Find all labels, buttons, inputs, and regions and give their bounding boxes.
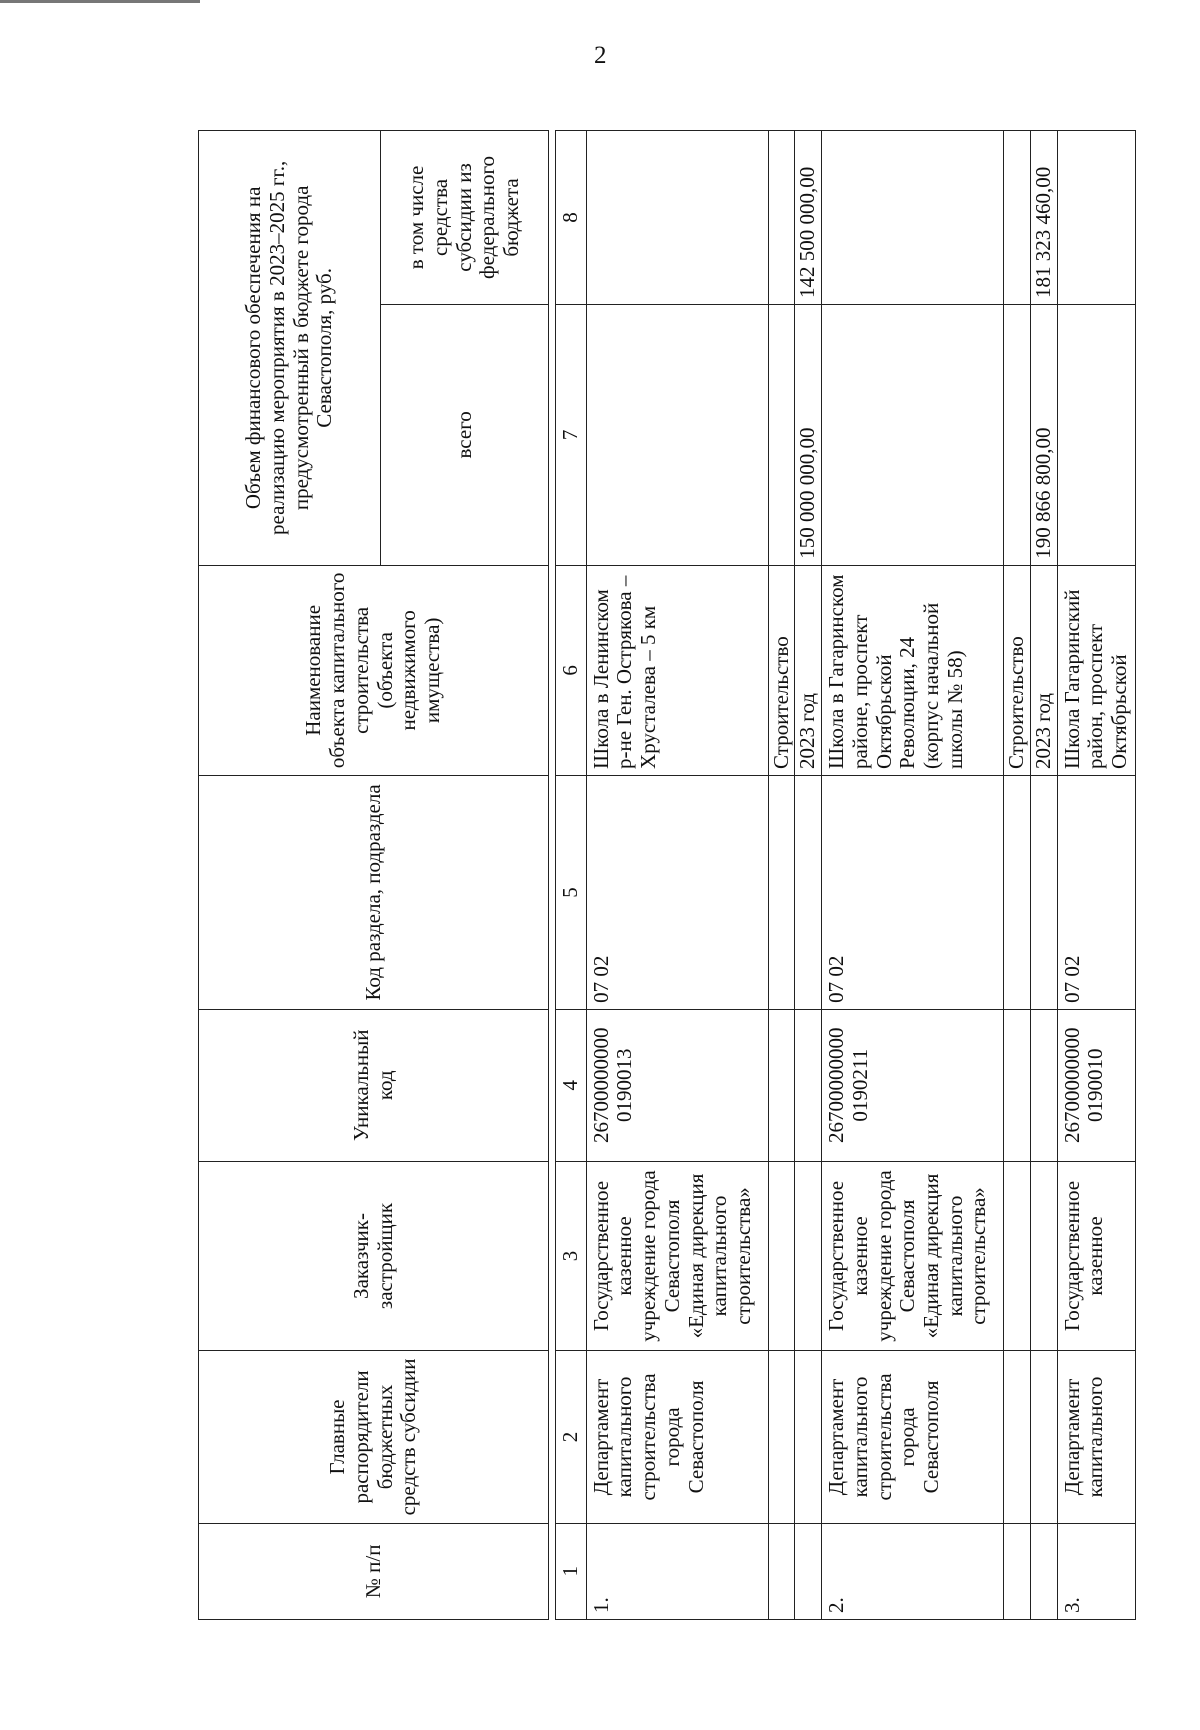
table-row [1057, 131, 1135, 1620]
header-row-1 [199, 131, 381, 1620]
separator-row [549, 131, 556, 1620]
funding-table [198, 130, 1136, 1620]
row-object-name: Школа в Гагаринском районе, проспект Октябрьской Революции, 24 (корпус начальной школы № 58) [822, 565, 1004, 775]
column-number: 7 [556, 304, 587, 565]
row-customer: Государственное казенное [1057, 1161, 1135, 1351]
row-total: 150 000 000,00 [795, 304, 822, 565]
table-row [822, 131, 1004, 1620]
row-manager: Департамент капитального строительства города Севастополя [822, 1351, 1004, 1523]
row-num: 1. [586, 1523, 768, 1619]
row-work-type: Строительство [1004, 565, 1031, 775]
row-total: 190 866 800,00 [1030, 304, 1057, 565]
column-number: 3 [556, 1161, 587, 1351]
column-number: 1 [556, 1523, 587, 1619]
row-manager: Департамент капитального строительства города Севастополя [586, 1351, 768, 1523]
row-manager: Департамент капитального [1057, 1351, 1135, 1523]
table-row [586, 131, 768, 1620]
row-unique-code: 26700000000 0190211 [822, 1009, 1004, 1161]
row-section-code: 07 02 [1057, 775, 1135, 1009]
row-federal: 181 323 460,00 [1030, 131, 1057, 305]
column-number: 6 [556, 565, 587, 775]
header-unique-code: Уникальный код [199, 1009, 549, 1161]
table-row [768, 131, 795, 1620]
row-num: 2. [822, 1523, 1004, 1619]
row-customer: Государственное казенное учреждение города Севастополя «Единая дирекция капитального строительства» [822, 1161, 1004, 1351]
row-section-code: 07 02 [586, 775, 768, 1009]
row-customer: Государственное казенное учреждение города Севастополя «Единая дирекция капитального строительства» [586, 1161, 768, 1351]
column-number: 2 [556, 1351, 587, 1523]
column-number: 4 [556, 1009, 587, 1161]
header-managers: Главные распорядители бюджетных средств субсидии [199, 1351, 549, 1523]
row-object-name: Школа Гагаринский район, проспект Октябрьской [1057, 565, 1135, 775]
header-customer: Заказчик-застройщик [199, 1161, 549, 1351]
row-unique-code: 26700000000 0190010 [1057, 1009, 1135, 1161]
header-federal: в том числе средства субсидии из федерального бюджета [381, 131, 549, 305]
table-row [1030, 131, 1057, 1620]
row-work-type: Строительство [768, 565, 795, 775]
table-row [795, 131, 822, 1620]
row-federal: 142 500 000,00 [795, 131, 822, 305]
column-number: 5 [556, 775, 587, 1009]
page-number: 2 [594, 42, 607, 69]
row-num: 3. [1057, 1523, 1135, 1619]
row-year: 2023 год [795, 565, 822, 775]
column-number: 8 [556, 131, 587, 305]
row-unique-code: 26700000000 0190013 [586, 1009, 768, 1161]
header-object-name: Наименование объекта капитального строительства (объекта недвижимого имущества) [199, 565, 549, 775]
header-funding: Объем финансового обеспечения на реализацию мероприятия в 2023–2025 гг., предусмотренный в бюджете города Севастополя, руб. [199, 131, 381, 566]
rotated-table-container [198, 130, 1132, 1620]
header-section-code: Код раздела, подраздела [199, 775, 549, 1009]
column-numbers-row [556, 131, 587, 1620]
header-num: № п/п [199, 1523, 549, 1619]
row-object-name: Школа в Ленинском р-не Ген. Острякова – Хрусталева – 5 км [586, 565, 768, 775]
row-year: 2023 год [1030, 565, 1057, 775]
scan-edge-mark [0, 0, 200, 3]
table-row [1004, 131, 1031, 1620]
header-total: всего [381, 304, 549, 565]
row-section-code: 07 02 [822, 775, 1004, 1009]
